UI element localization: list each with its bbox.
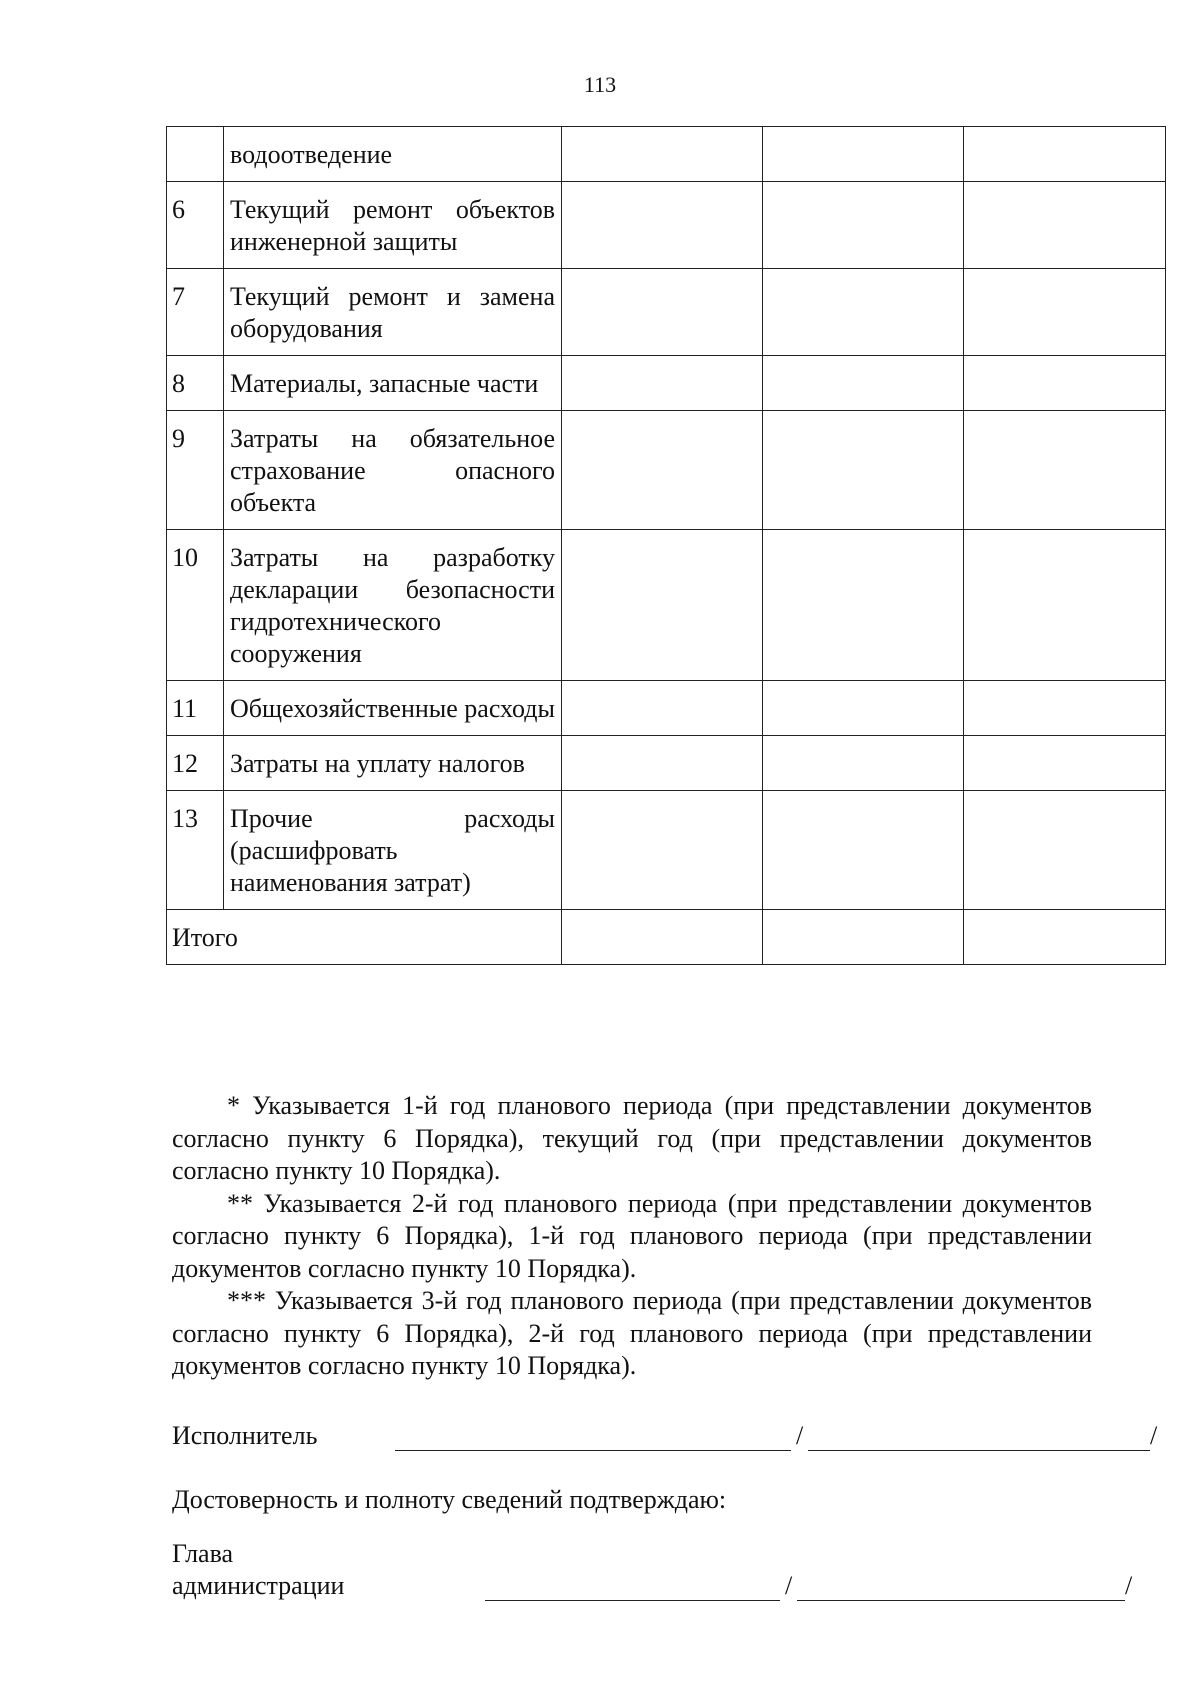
- separator-slash: /: [1150, 1421, 1158, 1450]
- row-name: Затраты на обязательное страхование опасного объекта: [224, 411, 562, 530]
- table-row: [167, 681, 1166, 736]
- value-cell: [964, 910, 1166, 965]
- footnote-3: *** Указывается 3-й год планового периода (при представлении документов согласно пункту 6 Порядка), 2-й год планового периода (при представлении документов согласно пункту 10 Порядка).: [172, 1286, 1092, 1380]
- value-cell: [964, 736, 1166, 791]
- table-row: [167, 736, 1166, 791]
- row-number: 6: [167, 182, 224, 269]
- value-cell: [562, 269, 763, 356]
- value-cell: [763, 530, 964, 681]
- head-name-field[interactable]: [797, 1600, 1125, 1601]
- value-cell: [562, 791, 763, 910]
- row-name: Прочие расходы (расшифровать наименования затрат): [224, 791, 562, 910]
- head-label-line2: администрации: [172, 1571, 345, 1600]
- executor-signature-field[interactable]: [395, 1450, 791, 1451]
- row-name: Текущий ремонт объектов инженерной защиты: [224, 182, 562, 269]
- separator-slash: /: [1125, 1571, 1133, 1600]
- head-signature-field[interactable]: [485, 1600, 780, 1601]
- row-name: водоотведение: [224, 127, 562, 182]
- table-row: [167, 269, 1166, 356]
- value-cell: [562, 182, 763, 269]
- value-cell: [763, 681, 964, 736]
- row-name: Общехозяйственные расходы: [224, 681, 562, 736]
- head-label-line1: Глава: [172, 1539, 234, 1568]
- value-cell: [562, 681, 763, 736]
- value-cell: [763, 910, 964, 965]
- value-cell: [562, 736, 763, 791]
- value-cell: [964, 411, 1166, 530]
- value-cell: [763, 269, 964, 356]
- row-number: 8: [167, 356, 224, 411]
- footnote-1: * Указывается 1-й год планового периода (при представлении документов согласно пункту 6 Порядка), текущий год (при представлении документов согласно пункту 10 Порядка).: [172, 1091, 1092, 1185]
- confirmation-text: Достоверность и полноту сведений подтверждаю:: [172, 1485, 727, 1514]
- cost-table: [166, 126, 1166, 965]
- value-cell: [562, 356, 763, 411]
- value-cell: [964, 356, 1166, 411]
- row-name: Текущий ремонт и замена оборудования: [224, 269, 562, 356]
- value-cell: [964, 127, 1166, 182]
- executor-label: Исполнитель: [172, 1421, 318, 1450]
- value-cell: [964, 182, 1166, 269]
- total-row: [167, 910, 1166, 965]
- value-cell: [562, 411, 763, 530]
- table-row: [167, 182, 1166, 269]
- table-row: [167, 530, 1166, 681]
- row-number: 11: [167, 681, 224, 736]
- row-number: 10: [167, 530, 224, 681]
- total-label: Итого: [167, 910, 562, 965]
- value-cell: [562, 530, 763, 681]
- row-name: Затраты на разработку декларации безопасности гидротехнического сооружения: [224, 530, 562, 681]
- row-number: 13: [167, 791, 224, 910]
- value-cell: [964, 681, 1166, 736]
- value-cell: [964, 530, 1166, 681]
- footnotes: [172, 1090, 1092, 1383]
- value-cell: [763, 791, 964, 910]
- row-number: 7: [167, 269, 224, 356]
- separator-slash: /: [785, 1571, 793, 1600]
- value-cell: [562, 127, 763, 182]
- value-cell: [763, 356, 964, 411]
- value-cell: [763, 736, 964, 791]
- row-number: 12: [167, 736, 224, 791]
- table-row: [167, 411, 1166, 530]
- value-cell: [562, 910, 763, 965]
- value-cell: [763, 127, 964, 182]
- table-row: [167, 356, 1166, 411]
- table-row: [167, 791, 1166, 910]
- value-cell: [964, 791, 1166, 910]
- row-number: [167, 127, 224, 182]
- value-cell: [964, 269, 1166, 356]
- value-cell: [763, 411, 964, 530]
- row-name: Материалы, запасные части: [224, 356, 562, 411]
- row-name: Затраты на уплату налогов: [224, 736, 562, 791]
- table-row: [167, 127, 1166, 182]
- value-cell: [763, 182, 964, 269]
- executor-name-field[interactable]: [808, 1450, 1150, 1451]
- footnote-2: ** Указывается 2-й год планового периода (при представлении документов согласно пункту 6 Порядка), 1-й год планового периода (при представлении документов согласно пункту 10 Порядка).: [172, 1188, 1092, 1283]
- separator-slash: /: [796, 1421, 804, 1450]
- page-number: 113: [583, 72, 617, 97]
- row-number: 9: [167, 411, 224, 530]
